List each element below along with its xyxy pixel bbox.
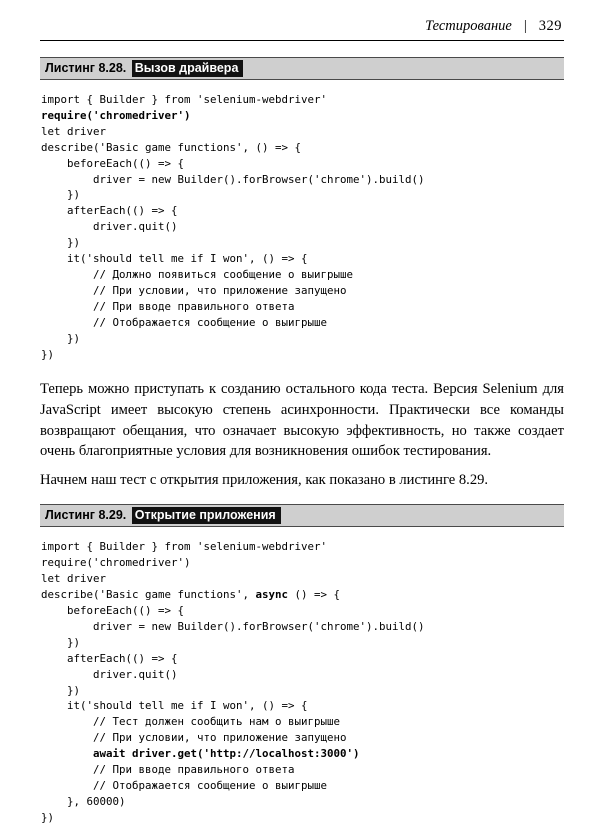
code-line: driver = new Builder().forBrowser('chrome').build() (41, 619, 425, 633)
code-line: // Должно появиться сообщение о выигрыше (41, 267, 354, 281)
code-line: }) (41, 331, 81, 345)
listing-2-caption-title: Открытие приложения (132, 507, 281, 524)
listing-1-caption-title: Вызов драйвера (132, 60, 244, 77)
code-line: // При условии, что приложение запущено (41, 731, 347, 745)
code-line: }) (41, 347, 55, 361)
page-number: 329 (538, 18, 562, 34)
code-line: driver.quit() (41, 667, 178, 681)
running-head (40, 16, 564, 40)
code-line: import { Builder } from 'selenium-webdriver' (41, 93, 328, 106)
code-line: let driver (41, 124, 107, 138)
running-head-section: Тестирование (425, 18, 512, 34)
code-line: // При вводе правильного ответа (41, 763, 295, 777)
code-line: afterEach(() => { (41, 204, 178, 218)
code-line: await driver.get('http://localhost:3000') (93, 747, 360, 761)
code-line: // Отображается сообщение о выигрыше (41, 778, 328, 792)
code-line: describe('Basic game functions', async () => { (41, 588, 341, 602)
listing-1-block (40, 57, 564, 362)
code-line: }) (41, 683, 81, 697)
code-line: it('should tell me if I won', () => { (41, 699, 308, 713)
listing-2-code (41, 539, 564, 825)
header-rule (40, 40, 564, 41)
listing-2-caption-prefix: Листинг 8.29. (45, 508, 127, 523)
code-line: import { Builder } from 'selenium-webdriver' (41, 540, 328, 554)
code-line: }, 60000) (41, 794, 126, 808)
code-line: }) (41, 236, 81, 250)
code-line: describe('Basic game functions', () => { (41, 140, 302, 154)
running-head-separator: | (523, 18, 527, 34)
listing-1-code (41, 92, 564, 362)
code-line: beforeEach(() => { (41, 156, 185, 170)
paragraph-selenium-async: Теперь можно приступать к созданию остального кода теста. Версия Selenium для JavaScript имеет высокую степень асинхронности. Практически все команды возвращают обещания, что означает высокую эффективность, но также создает очень благоприятные условия для возникновения ошибок тестирования. (40, 381, 564, 460)
listing-2-block (40, 504, 564, 825)
code-line: // Тест должен сообщить нам о выигрыше (41, 715, 341, 729)
code-line: require('chromedriver') (41, 556, 191, 570)
code-line: // При вводе правильного ответа (41, 299, 295, 313)
code-line: }) (41, 810, 55, 824)
listing-1-caption-prefix: Листинг 8.28. (45, 61, 127, 75)
listing-2-caption (40, 504, 564, 527)
code-line: let driver (41, 572, 107, 586)
code-line: }) (41, 635, 81, 649)
code-line: require('chromedriver') (41, 108, 191, 122)
code-line: // Отображается сообщение о выигрыше (41, 315, 328, 329)
code-line: driver = new Builder().forBrowser('chrome').build() (41, 172, 425, 186)
paragraph-open-app: Начнем наш тест с открытия приложения, как показано в листинге 8.29. (40, 471, 489, 488)
code-line: }) (41, 188, 81, 202)
code-line: beforeEach(() => { (41, 604, 185, 617)
code-line: driver.quit() (41, 220, 178, 234)
code-line: // При условии, что приложение запущено (41, 283, 347, 297)
code-line: it('should tell me if I won', () => { (41, 252, 308, 266)
code-line: afterEach(() => { (41, 651, 178, 665)
listing-1-caption (40, 57, 564, 80)
